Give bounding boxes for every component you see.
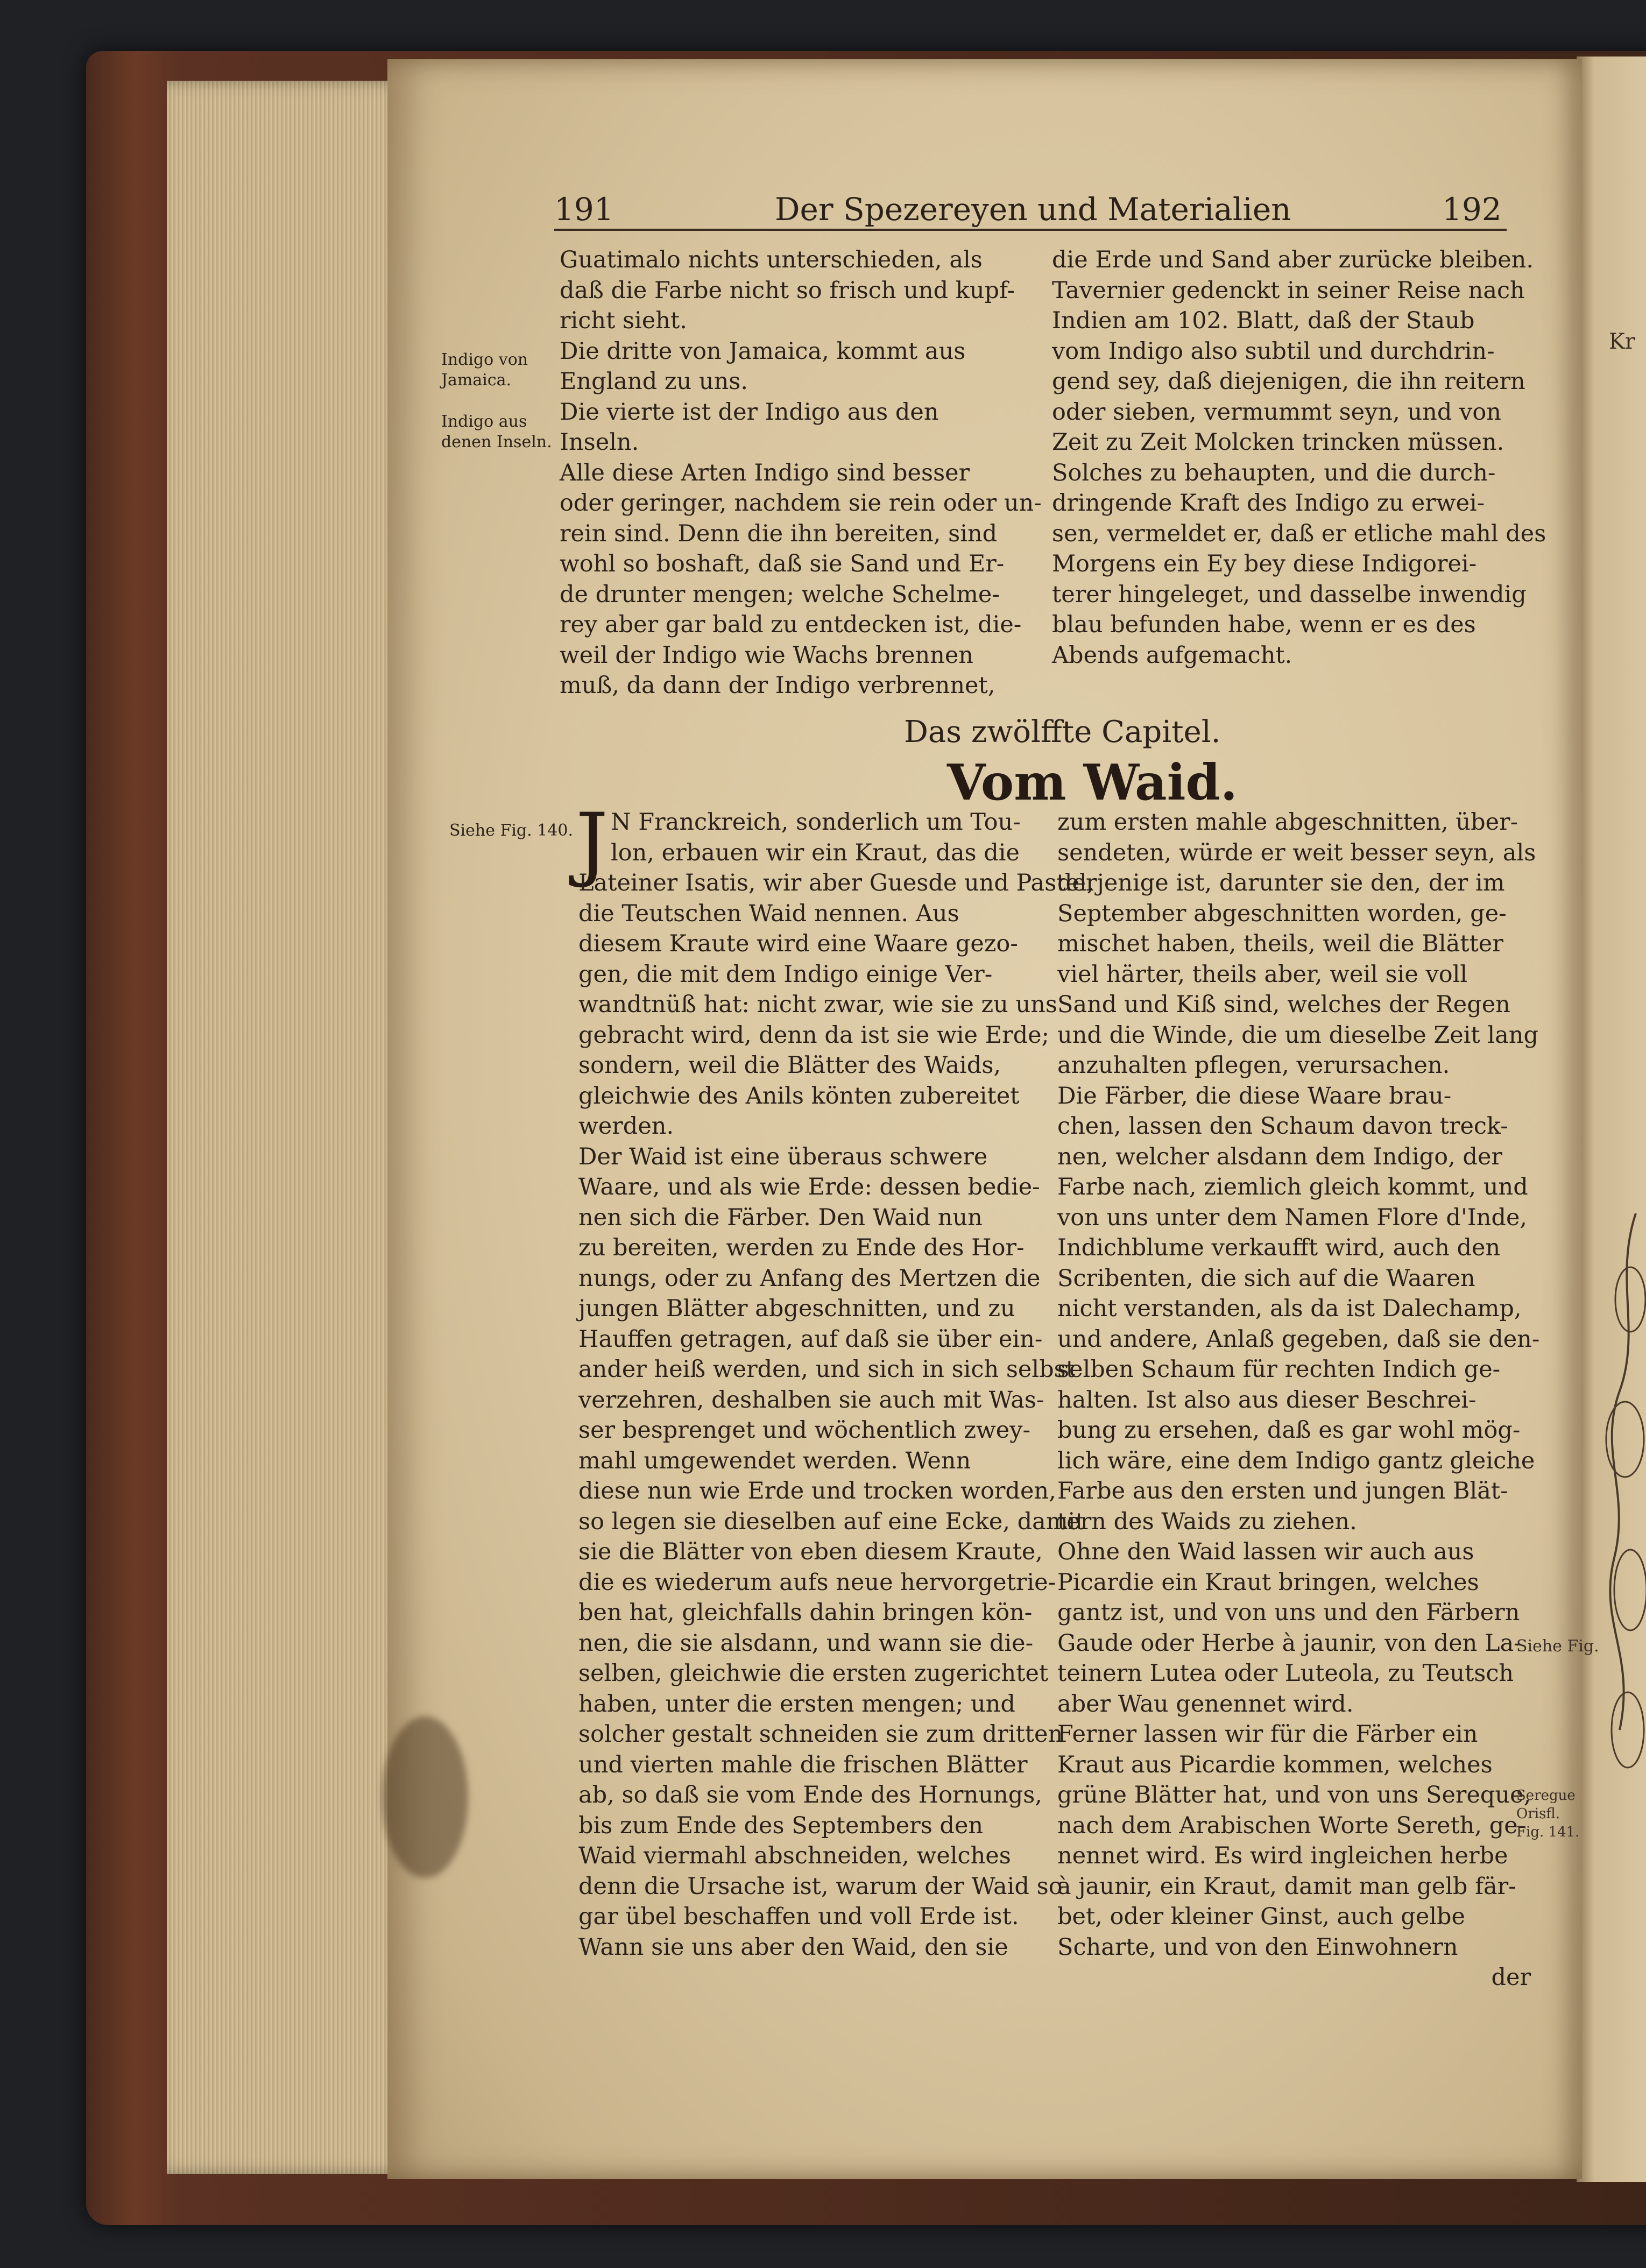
plant-illustration-fragment (1593, 1213, 1646, 1805)
text-line: die Teutschen Waid nennen. Aus (578, 900, 959, 927)
text-line: teinern Lutea oder Luteola, zu Teutsch (1057, 1660, 1514, 1687)
text-line: oder geringer, nachdem sie rein oder un- (560, 490, 1042, 517)
text-line: Lateiner Isatis, wir aber Guesde und Pastel, (578, 870, 1094, 896)
text-line: lich wäre, eine dem Indigo gantz gleiche (1057, 1447, 1535, 1474)
margin-note-right (1516, 1636, 1599, 1657)
text-line: gen, die mit dem Indigo einige Ver- (578, 960, 993, 988)
text-line: nungs, oder zu Anfang des Mertzen die (578, 1264, 1041, 1292)
text-line: selben, gleichwie die ersten zugerichtet (578, 1660, 1049, 1687)
text-line: ab, so daß sie vom Ende des Hornungs, (578, 1782, 1042, 1808)
lower-left-column (578, 807, 1094, 1962)
text-line: muß, da dann der Indigo verbrennet, (560, 672, 995, 699)
text-line: diese nun wie Erde und trocken worden, (578, 1478, 1056, 1504)
text-line: Die dritte von Jamaica, kommt aus (560, 337, 966, 365)
text-line: sie die Blätter von eben diesem Kraute, (578, 1538, 1043, 1565)
text-line: bis zum Ende des Septembers den (578, 1812, 984, 1839)
text-line: denn die Ursache ist, warum der Waid so (578, 1873, 1063, 1900)
text-line: diesem Kraute wird eine Waare gezo- (578, 930, 1018, 957)
text-line: so legen sie dieselben auf eine Ecke, damit (578, 1508, 1085, 1535)
text-line: nen sich die Färber. Den Waid nun (578, 1204, 983, 1231)
text-line: Sand und Kiß sind, welches der Regen (1057, 991, 1510, 1018)
text-line: oder sieben, vermummt seyn, und von (1052, 398, 1501, 426)
text-line: Indichblume verkaufft wird, auch den (1057, 1234, 1501, 1261)
margin-note-seregue (1516, 1786, 1579, 1841)
text-line: England zu uns. (560, 368, 748, 395)
text-line: vom Indigo also subtil und durchdrin- (1052, 337, 1495, 365)
chapter-number: Das zwölffte Capitel. (904, 715, 1221, 750)
text-line: von uns unter dem Namen Flore d'Inde, (1057, 1204, 1528, 1231)
text-line: Gaude oder Herbe à jaunir, von den La- (1057, 1629, 1522, 1657)
text-line: die es wiederum aufs neue hervorgetrie- (578, 1568, 1056, 1596)
text-line: Guatimalo nichts unterschieden, als (560, 246, 983, 273)
text-line: aber Wau genennet wird. (1057, 1690, 1354, 1718)
text-line: selben Schaum für rechten Indich ge- (1057, 1356, 1501, 1383)
text-line: Wann sie uns aber den Waid, den sie (578, 1933, 1008, 1961)
margin-note-line: Siehe Fig. (1516, 1637, 1599, 1656)
margin-note-line: denen Inseln. (441, 433, 552, 451)
text-line: derjenige ist, darunter sie den, der im (1057, 870, 1505, 896)
text-line: jungen Blätter abgeschnitten, und zu (578, 1295, 1015, 1322)
text-line: de drunter mengen; welche Schelme- (560, 581, 1000, 608)
text-line: grüne Blätter hat, und von uns Sereque, (1057, 1782, 1531, 1808)
text-line: wandtnüß hat: nicht zwar, wie sie zu uns (578, 991, 1058, 1018)
text-line: Die Färber, die diese Waare brau- (1057, 1082, 1452, 1110)
page-number-left: 191 (554, 191, 614, 228)
text-line: Solches zu behaupten, und die durch- (1052, 459, 1496, 486)
text-line: Tavernier gedenckt in seiner Reise nach (1052, 277, 1525, 304)
text-line: und die Winde, die um dieselbe Zeit lang (1057, 1021, 1538, 1049)
margin-note-line: Jamaica. (441, 371, 512, 390)
text-line: daß die Farbe nicht so frisch und kupf- (560, 277, 1015, 304)
upper-left-column (560, 245, 1042, 701)
text-line: gebracht wird, denn da ist sie wie Erde; (578, 1021, 1050, 1049)
text-line: chen, lassen den Schaum davon treck- (1057, 1113, 1508, 1140)
text-line: und andere, Anlaß gegeben, daß sie den- (1057, 1325, 1540, 1353)
text-line: Kraut aus Picardie kommen, welches (1057, 1751, 1493, 1778)
text-line: rein sind. Denn die ihn bereiten, sind (560, 520, 998, 547)
text-line: Morgens ein Ey bey diese Indigorei- (1052, 550, 1477, 577)
text-line: solcher gestalt schneiden sie zum dritten (578, 1721, 1063, 1748)
text-line: N Franckreich, sonderlich um Tou- (611, 809, 1021, 836)
text-line: Ferner lassen wir für die Färber ein (1057, 1721, 1478, 1748)
text-line: gantz ist, und von uns und den Färbern (1057, 1599, 1520, 1626)
text-line: nen, die sie alsdann, und wann sie die- (578, 1629, 1034, 1657)
text-line: viel härter, theils aber, weil sie voll (1057, 960, 1468, 988)
margin-note-line: Orisfl. (1516, 1806, 1560, 1822)
upper-right-column (1052, 245, 1546, 670)
facing-page-fragment: Kr (1609, 329, 1636, 354)
text-line: sen, vermeldet er, daß er etliche mahl des (1052, 520, 1546, 547)
text-line: ander heiß werden, und sich in sich selbst (578, 1356, 1075, 1383)
text-line: sondern, weil die Blätter des Waids, (578, 1052, 1001, 1079)
text-line: September abgeschnitten worden, ge- (1057, 900, 1507, 927)
text-line: Waare, und als wie Erde: dessen bedie- (578, 1174, 1040, 1200)
text-line: wohl so boshaft, daß sie Sand und Er- (560, 550, 1005, 577)
text-line: gend sey, daß diejenigen, die ihn reitern (1052, 368, 1525, 395)
text-line: und vierten mahle die frischen Blätter (578, 1751, 1028, 1778)
margin-note-figure: Siehe Fig. 140. (449, 821, 573, 840)
running-title: Der Spezereyen und Materialien (775, 191, 1291, 228)
text-line: Die vierte ist der Indigo aus den (560, 398, 939, 426)
text-line: à jaunir, ein Kraut, damit man gelb fär- (1057, 1873, 1516, 1900)
text-line: gleichwie des Anils könten zubereitet (578, 1082, 1020, 1110)
text-line: mahl umgewendet werden. Wenn (578, 1447, 971, 1474)
margin-note-line: Seregue (1516, 1787, 1576, 1804)
facing-page (1577, 56, 1646, 2182)
text-line: Zeit zu Zeit Molcken trincken müssen. (1052, 429, 1504, 456)
header-rule (554, 229, 1507, 231)
text-line: halten. Ist also aus dieser Beschrei- (1057, 1386, 1477, 1414)
page-edges (167, 81, 420, 2174)
text-line: nennet wird. Es wird ingleichen herbe (1057, 1842, 1508, 1869)
text-line: nen, welcher alsdann dem Indigo, der (1057, 1143, 1502, 1170)
text-line: Inseln. (560, 429, 639, 456)
margin-note-inseln (441, 412, 552, 453)
margin-note-line: Indigo aus (441, 412, 527, 431)
text-line: Hauffen getragen, auf daß sie über ein- (578, 1325, 1043, 1353)
text-line: sendeten, würde er weit besser seyn, als (1057, 839, 1536, 866)
margin-note-line: Fig. 141. (1516, 1824, 1580, 1840)
text-line: Scribenten, die sich auf die Waaren (1057, 1264, 1475, 1292)
chapter-title: Vom Waid. (947, 753, 1238, 811)
text-line: terer hingeleget, und dasselbe inwendig (1052, 581, 1527, 608)
text-line: tern des Waids zu ziehen. (1057, 1508, 1357, 1535)
text-line: Abends aufgemacht. (1052, 641, 1292, 669)
text-line: lon, erbauen wir ein Kraut, das die (611, 839, 1020, 866)
text-line: blau befunden habe, wenn er es des (1052, 611, 1476, 638)
ink-stain (382, 1716, 468, 1878)
text-line: die Erde und Sand aber zurücke bleiben. (1052, 246, 1534, 273)
text-line: weil der Indigo wie Wachs brennen (560, 641, 974, 669)
text-line: richt sieht. (560, 307, 687, 334)
text-line: bet, oder kleiner Ginst, auch gelbe (1057, 1903, 1466, 1930)
text-line: Indien am 102. Blatt, daß der Staub (1052, 307, 1475, 334)
text-line: werden. (578, 1113, 674, 1140)
text-line: ser besprenget und wöchentlich zwey- (578, 1417, 1031, 1444)
text-line: der (1491, 1964, 1531, 1991)
text-line: gar übel beschaffen und voll Erde ist. (578, 1903, 1019, 1930)
text-line: dringende Kraft des Indigo zu erwei- (1052, 490, 1485, 517)
text-line: bung zu ersehen, daß es gar wohl mög- (1057, 1417, 1521, 1444)
text-line: Farbe nach, ziemlich gleich kommt, und (1057, 1174, 1528, 1200)
text-line: mischet haben, theils, weil die Blätter (1057, 930, 1503, 957)
page-number-right: 192 (1442, 191, 1502, 228)
margin-note-jamaica (441, 350, 528, 391)
text-line: zum ersten mahle abgeschnitten, über- (1057, 809, 1518, 836)
text-line: zu bereiten, werden zu Ende des Hor- (578, 1234, 1025, 1261)
text-line: Picardie ein Kraut bringen, welches (1057, 1568, 1479, 1596)
text-line: anzuhalten pflegen, verursachen. (1057, 1052, 1450, 1079)
text-line: haben, unter die ersten mengen; und (578, 1690, 1015, 1718)
text-line: Scharte, und von den Einwohnern (1057, 1933, 1458, 1961)
text-line: ben hat, gleichfalls dahin bringen kön- (578, 1599, 1033, 1626)
drop-capital: J (576, 796, 609, 890)
text-line: nicht verstanden, als da ist Dalechamp, (1057, 1295, 1522, 1322)
text-line: Waid viermahl abschneiden, welches (578, 1842, 1011, 1869)
text-line: rey aber gar bald zu entdecken ist, die- (560, 611, 1022, 638)
margin-note-line: Indigo von (441, 350, 528, 369)
text-line: Alle diese Arten Indigo sind besser (560, 459, 970, 486)
text-line: Der Waid ist eine überaus schwere (578, 1143, 988, 1170)
text-line: verzehren, deshalben sie auch mit Was- (578, 1386, 1044, 1414)
text-line: Ohne den Waid lassen wir auch aus (1057, 1538, 1474, 1565)
text-line: nach dem Arabischen Worte Sereth, ge- (1057, 1812, 1526, 1839)
text-line: Farbe aus den ersten und jungen Blät- (1057, 1478, 1508, 1504)
